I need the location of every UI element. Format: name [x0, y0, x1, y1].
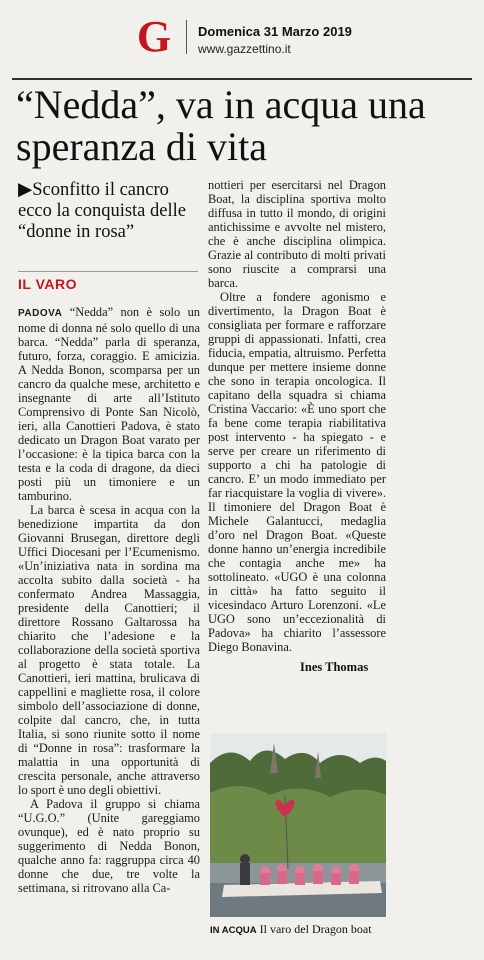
issue-date: Domenica 31 Marzo 2019: [198, 24, 352, 39]
paragraph-3: A Padova il gruppo si chiama “U.G.O.” (Unite gareggiamo ovunque), ed è nato proprio su suggerimento di Nedda Bonon, qualche anno fa: raggruppa circa 40 donne che due, tre volte la settimana, si ritrovano alla Ca-: [18, 797, 200, 895]
header-rule: [12, 78, 472, 80]
paragraph-1-text: “Nedda” non è solo un nome di donna né solo quello di una barca. “Nedda” parla di speranza, futuro, forza, coraggio. E amicizia. A Nedda Bonon, scomparsa per un cancro da qualche mese, architetto e insegnante di arte all’Istituto Comprensivo di Ponte San Nicolò, ieri, alla Canottieri Padova, è stato dedicato un Dragon Boat varato per l’occasione: è la tipica barca con la testa e la coda di dragone, da dieci posti più un timoniere e un tamburino.: [18, 305, 200, 503]
section-rule: [18, 271, 198, 272]
website-url: www.gazzettino.it: [198, 42, 291, 56]
dragon-boat-photo: [210, 733, 386, 917]
paragraph-2: La barca è scesa in acqua con la benedizione impartita da don Giovanni Brusegan, direttore degli Uffici Diocesani per l’Ecumenismo. «Un’iniziativa nata in sordina ma accolta subito dalla società - ha confermato Andrea Massaggia, presidente della Canottieri; il direttore Rossano Galtarossa ha chiarito che l’adesione e la collaborazione della società sportiva al progetto è stata totale. La Canottieri, ieri mattina, brulicava di cappellini e magliette rosa, il colore simbolo dell’associazione di donne, colpite dal cancro, che, in tutta Italia, si sono riunite sotto il nome di “Donne in rosa”: trasformare la malattia in una opportunità di crescita personale, anche attraverso lo sport è uno degli obiettivi.: [18, 503, 200, 797]
paragraph-5: Oltre a fondere agonismo e divertimento, la Dragon Boat è consigliata per formare e rafforzare gruppi di appassionati. Infatti, crea fiducia, empatia, altruismo. Perfetta dunque per mettere insieme donne che sono in terapia oncologica. Il capitano della squadra si chiama Cristina Vaccario: «È uno sport che fa bene come terapia riabilitativa post intervento - ha spiegato - e serve per creare un riferimento di supporto a chi ha patologie di cancro. E’ un modo immediato per far riacquistare la voglia di vivere». Il timoniere del Dragon Boat è Michele Galantucci, medaglia d’oro nel Dragon Boat. «Queste donne hanno un’energia incredibile che contagia anche me» ha sottolineato. «UGO è una colonna in città» ha fatto seguito il vicesindaco Arturo Lorenzoni. «Le UGO sono un’eccezionalità di Padova» ha chiarito l’assessore Diego Bonavina.: [208, 290, 386, 654]
photo-caption: [210, 922, 390, 937]
article-headline: “Nedda”, va in acqua una speranza di vita: [16, 82, 426, 169]
section-label: IL VARO: [18, 276, 77, 292]
author-byline: Ines Thomas: [300, 660, 369, 674]
dateline: PADOVA: [18, 308, 63, 319]
header-divider: [186, 20, 187, 54]
article-subhead: ▶Sconfitto il cancro ecco la conquista delle “donne in rosa”: [18, 180, 186, 242]
caption-tag: IN ACQUA: [210, 925, 257, 936]
paragraph-4: nottieri per esercitarsi nel Dragon Boat, la disciplina sportiva molto diffusa in tutto il mondo, di origini antichissime e avvolte nel mistero, che è anche disciplina olimpica. Grazie al contributo di molti privati sono riuscite a comprarsi una barca.: [208, 178, 386, 290]
newspaper-header: [0, 0, 484, 78]
article-column-2: [208, 178, 386, 654]
paragraph-1: [18, 305, 200, 503]
article-column-1: [18, 305, 200, 895]
caption-text: Il varo del Dragon boat: [259, 922, 372, 936]
gazzettino-logo: G: [136, 12, 172, 61]
